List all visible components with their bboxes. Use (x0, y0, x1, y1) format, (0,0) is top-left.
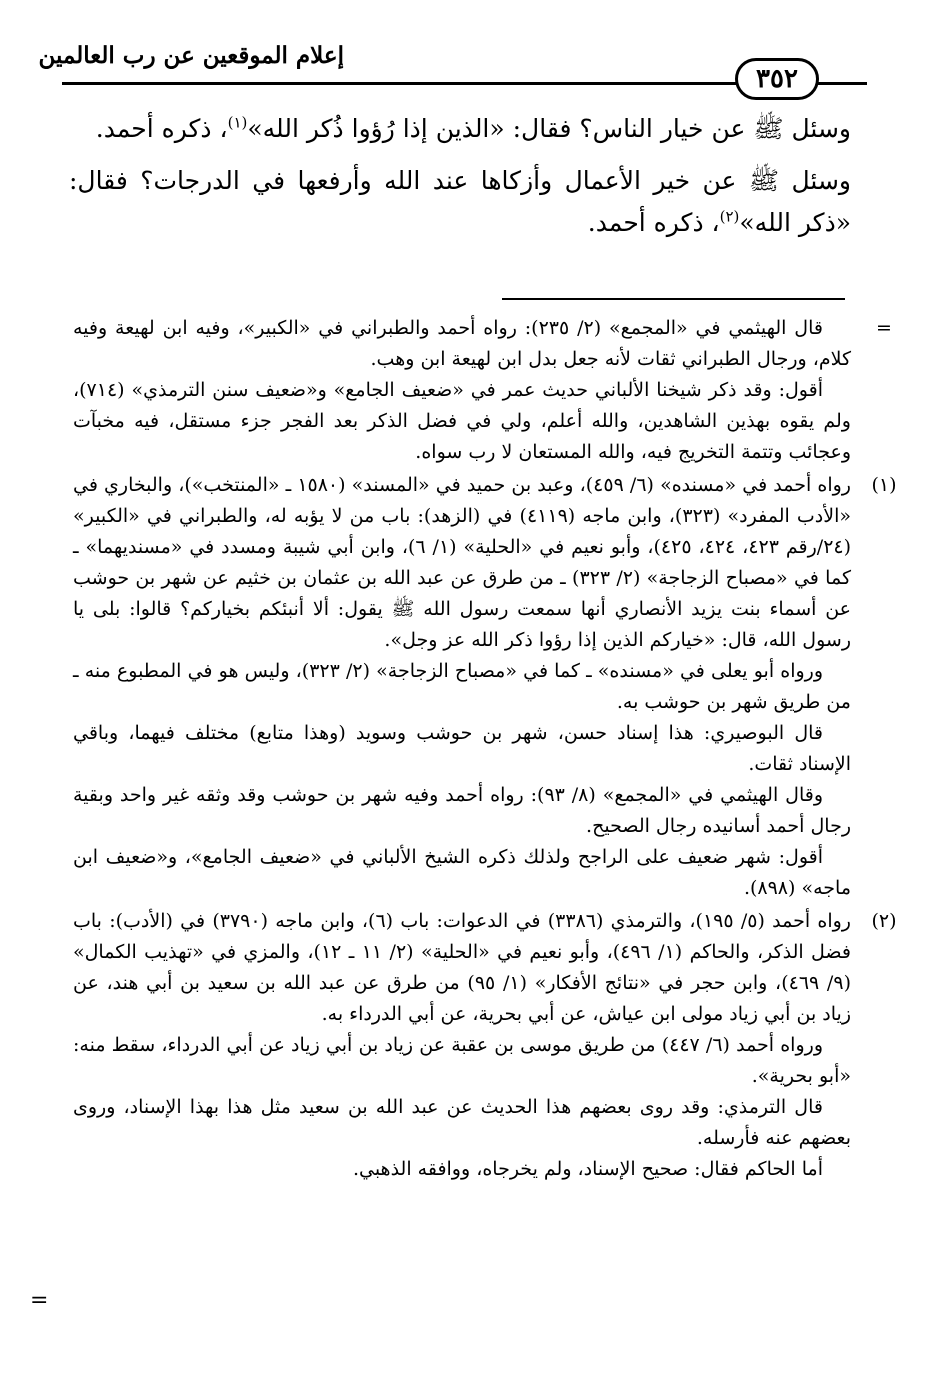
main-paragraph-1-text: وسئل ﷺ عن خيار الناس؟ فقال: «الذين إذا رُؤوا ذُكر الله» (247, 114, 851, 143)
footnote-paragraph: قال الترمذي: وقد روى بعضهم هذا الحديث عن عبد الله بن سعيد مثل هذا بهذا الإسناد، وروى بعضهم عنه فأرسله. (73, 1096, 851, 1149)
footnote-paragraph: قال الهيثمي في «المجمع» (٢/ ٢٣٥): رواه أحمد والطبراني في «الكبير»، وفيه ابن لهيعة وفيه كلام، ورجال الطبراني ثقات لأنه جعل بدل ابن لهيعة ابن وهب. (73, 317, 851, 370)
footnote-paragraph: أما الحاكم فقال: صحيح الإسناد، ولم يخرجاه، ووافقه الذهبي. (352, 1158, 823, 1180)
footnote-paragraph: ورواه أبو يعلى في «مسنده» ـ كما في «مصباح الزجاجة» (٢/ ٣٢٣)، وليس هو في المطبوع منه ـ من طريق شهر بن حوشب به. (73, 660, 851, 713)
main-paragraph-2-tail: ، ذكره أحمد. (587, 208, 720, 237)
footnote-2 (73, 906, 897, 1185)
footnote-separator (502, 298, 845, 300)
footnote-2-mark: (٢) (871, 910, 897, 932)
footnote-1 (73, 470, 897, 904)
footnote-paragraph: رواه أحمد في «مسنده» (٦/ ٤٥٩)، وعبد بن حميد في «المسند» (١٥٨٠ ـ «المنتخب»)، والبخاري في «الأدب المفرد» (٣٢٣)، وابن ماجه (٤١١٩) في (الزهد): باب من لا يؤبه له، والطبراني في «الكبير» (٢٤/رقم ٤٢٣، ٤٢٤، ٤٢٥)، وأبو نعيم في «الحلية» (١/ ٦)، وابن أبي شيبة ومسدد في «مسنديهما» ـ كما في «مصباح الزجاجة» (٢/ ٣٢٣) ـ من طرق عن عبد الله بن عثمان بن خثيم عن شهر بن حوشب عن أسماء بنت يزيد الأنصاري أنها سمعت رسول الله ﷺ يقول: ألا أنبئكم بخياركم؟ قالوا: بلى يا رسول الله، قال: «خياركم الذين إذا رؤوا ذكر الله عز وجل». (73, 474, 852, 651)
continuation-mark-top: = (876, 317, 892, 339)
footnote-ref-2: (٢) (719, 207, 740, 226)
main-paragraph-1 (69, 108, 851, 150)
main-text (69, 108, 851, 254)
footnote-paragraph: وقال الهيثمي في «المجمع» (٨/ ٩٣): رواه أحمد وفيه شهر بن حوشب وقد وثقه غير واحد وبقية رجال أحمد أسانيده رجال الصحيح. (73, 784, 851, 837)
main-paragraph-1-tail: ، ذكره أحمد. (95, 114, 228, 143)
running-header-title: إعلام الموقعين عن رب العالمين (38, 42, 344, 69)
main-paragraph-2 (69, 160, 851, 244)
footnote-paragraph: ورواه أحمد (٦/ ٤٤٧) من طريق موسى بن عقبة عن زياد بن أبي زياد عن أبي الدرداء، سقط منه: «أبو بحرية». (73, 1034, 851, 1087)
footnote-ref-1: (١) (227, 113, 248, 132)
footnote-paragraph: قال البوصيري: هذا إسناد حسن، شهر بن حوشب وسويد (وهذا متابع) مختلف فيهما، وباقي الإسناد ثقات. (73, 722, 851, 775)
footnote-continued (73, 313, 892, 468)
main-paragraph-2-text: وسئل ﷺ عن خير الأعمال وأزكاها عند الله وأرفعها في الدرجات؟ فقال: «ذكر الله» (69, 166, 851, 237)
footnote-paragraph: رواه أحمد (٥/ ١٩٥)، والترمذي (٣٣٨٦) في الدعوات: باب (٦)، وابن ماجه (٣٧٩٠) في (الأدب): باب فضل الذكر، والحاكم (١/ ٤٩٦)، وأبو نعيم في «الحلية» (٢/ ١١ ـ ١٢)، والمزي في «تهذيب الكمال» (٩/ ٤٦٩)، وابن حجر في «نتائج الأفكار» (١/ ٩٥) من طرق عن عبد الله بن سعيد بن أبي هند، عن زياد بن أبي زياد مولى ابن عياش، عن أبي بحرية، عن أبي الدرداء به. (73, 910, 851, 1025)
page-number-badge: ٣٥٢ (735, 58, 819, 100)
footnote-1-mark: (١) (871, 474, 897, 496)
footnote-paragraph: أقول: شهر ضعيف على الراجح ولذلك ذكره الشيخ الألباني في «ضعيف الجامع»، و«ضعيف ابن ماجه» (٨٩٨). (73, 846, 851, 899)
continuation-mark-bottom: = (30, 1288, 49, 1313)
footnote-paragraph: أقول: وقد ذكر شيخنا الألباني حديث عمر في «ضعيف الجامع» و«ضعيف سنن الترمذي» (٧١٤)، ولم يقوه بهذين الشاهدين، والله أعلم، ولي في فضل الذكر بعد الفجر جزء مستقل، فيه مخبآت وعجائب وتتمة التخريج فيه، والله المستعان لا رب سواه. (73, 379, 851, 463)
footnotes (73, 313, 897, 1187)
